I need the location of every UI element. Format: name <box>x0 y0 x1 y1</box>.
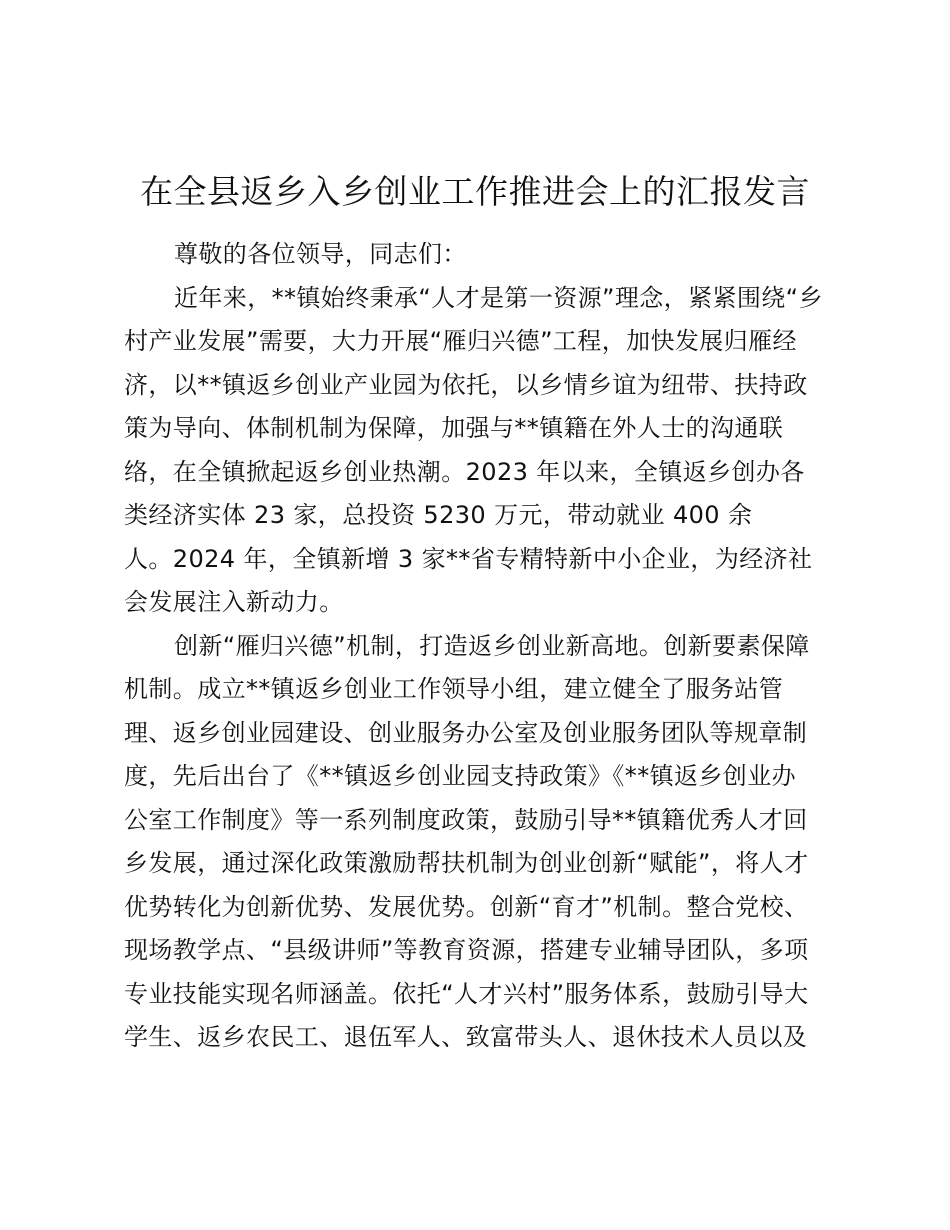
body-text-line: 度，先后出台了《**镇返乡创业园支持政策》《**镇返乡创业办 <box>124 762 796 790</box>
body-text-line: 专业技能实现名师涵盖。依托“人才兴村”服务体系，鼓励引导大 <box>124 980 809 1008</box>
body-text-line: 类经济实体 23 家，总投资 5230 万元，带动就业 400 余 <box>124 501 753 529</box>
body-text-line: 人。2024 年，全镇新增 3 家**省专精特新中小企业，为经济社 <box>124 545 813 573</box>
body-text-line: 近年来，**镇始终秉承“人才是第一资源”理念，紧紧围绕“乡 <box>174 284 823 312</box>
salutation-line: 尊敬的各位领导，同志们： <box>174 240 467 268</box>
body-text-line: 村产业发展”需要，大力开展“雁归兴德”工程，加快发展归雁经 <box>124 327 797 355</box>
body-text-line: 优势转化为创新优势、发展优势。创新“育才”机制。整合党校、 <box>124 893 809 921</box>
body-text-line: 乡发展，通过深化政策激励帮扶机制为创业创新“赋能”，将人才 <box>124 849 809 877</box>
body-text-line: 公室工作制度》等一系列制度政策，鼓励引导**镇籍优秀人才回 <box>124 806 808 834</box>
body-text-line: 机制。成立**镇返乡创业工作领导小组，建立健全了服务站管 <box>124 675 784 703</box>
document-title: 在全县返乡入乡创业工作推进会上的汇报发言 <box>140 172 810 211</box>
body-text-line: 络，在全镇掀起返乡创业热潮。2023 年以来，全镇返乡创办各 <box>124 458 805 486</box>
body-text-line: 理、返乡创业园建设、创业服务办公室及创业服务团队等规章制 <box>124 719 808 747</box>
body-text-line: 创新“雁归兴德”机制，打造返乡创业新高地。创新要素保障 <box>174 632 810 660</box>
body-text-line: 学生、返乡农民工、退伍军人、致富带头人、退休技术人员以及 <box>124 1023 808 1051</box>
body-text-line: 济，以**镇返乡创业产业园为依托，以乡情乡谊为纽带、扶持政 <box>124 371 808 399</box>
body-text-line: 会发展注入新动力。 <box>124 588 344 616</box>
body-text-line: 策为导向、体制机制为保障，加强与**镇籍在外人士的沟通联 <box>124 414 784 442</box>
body-text-line: 现场教学点、“县级讲师”等教育资源，搭建专业辅导团队，多项 <box>124 936 809 964</box>
